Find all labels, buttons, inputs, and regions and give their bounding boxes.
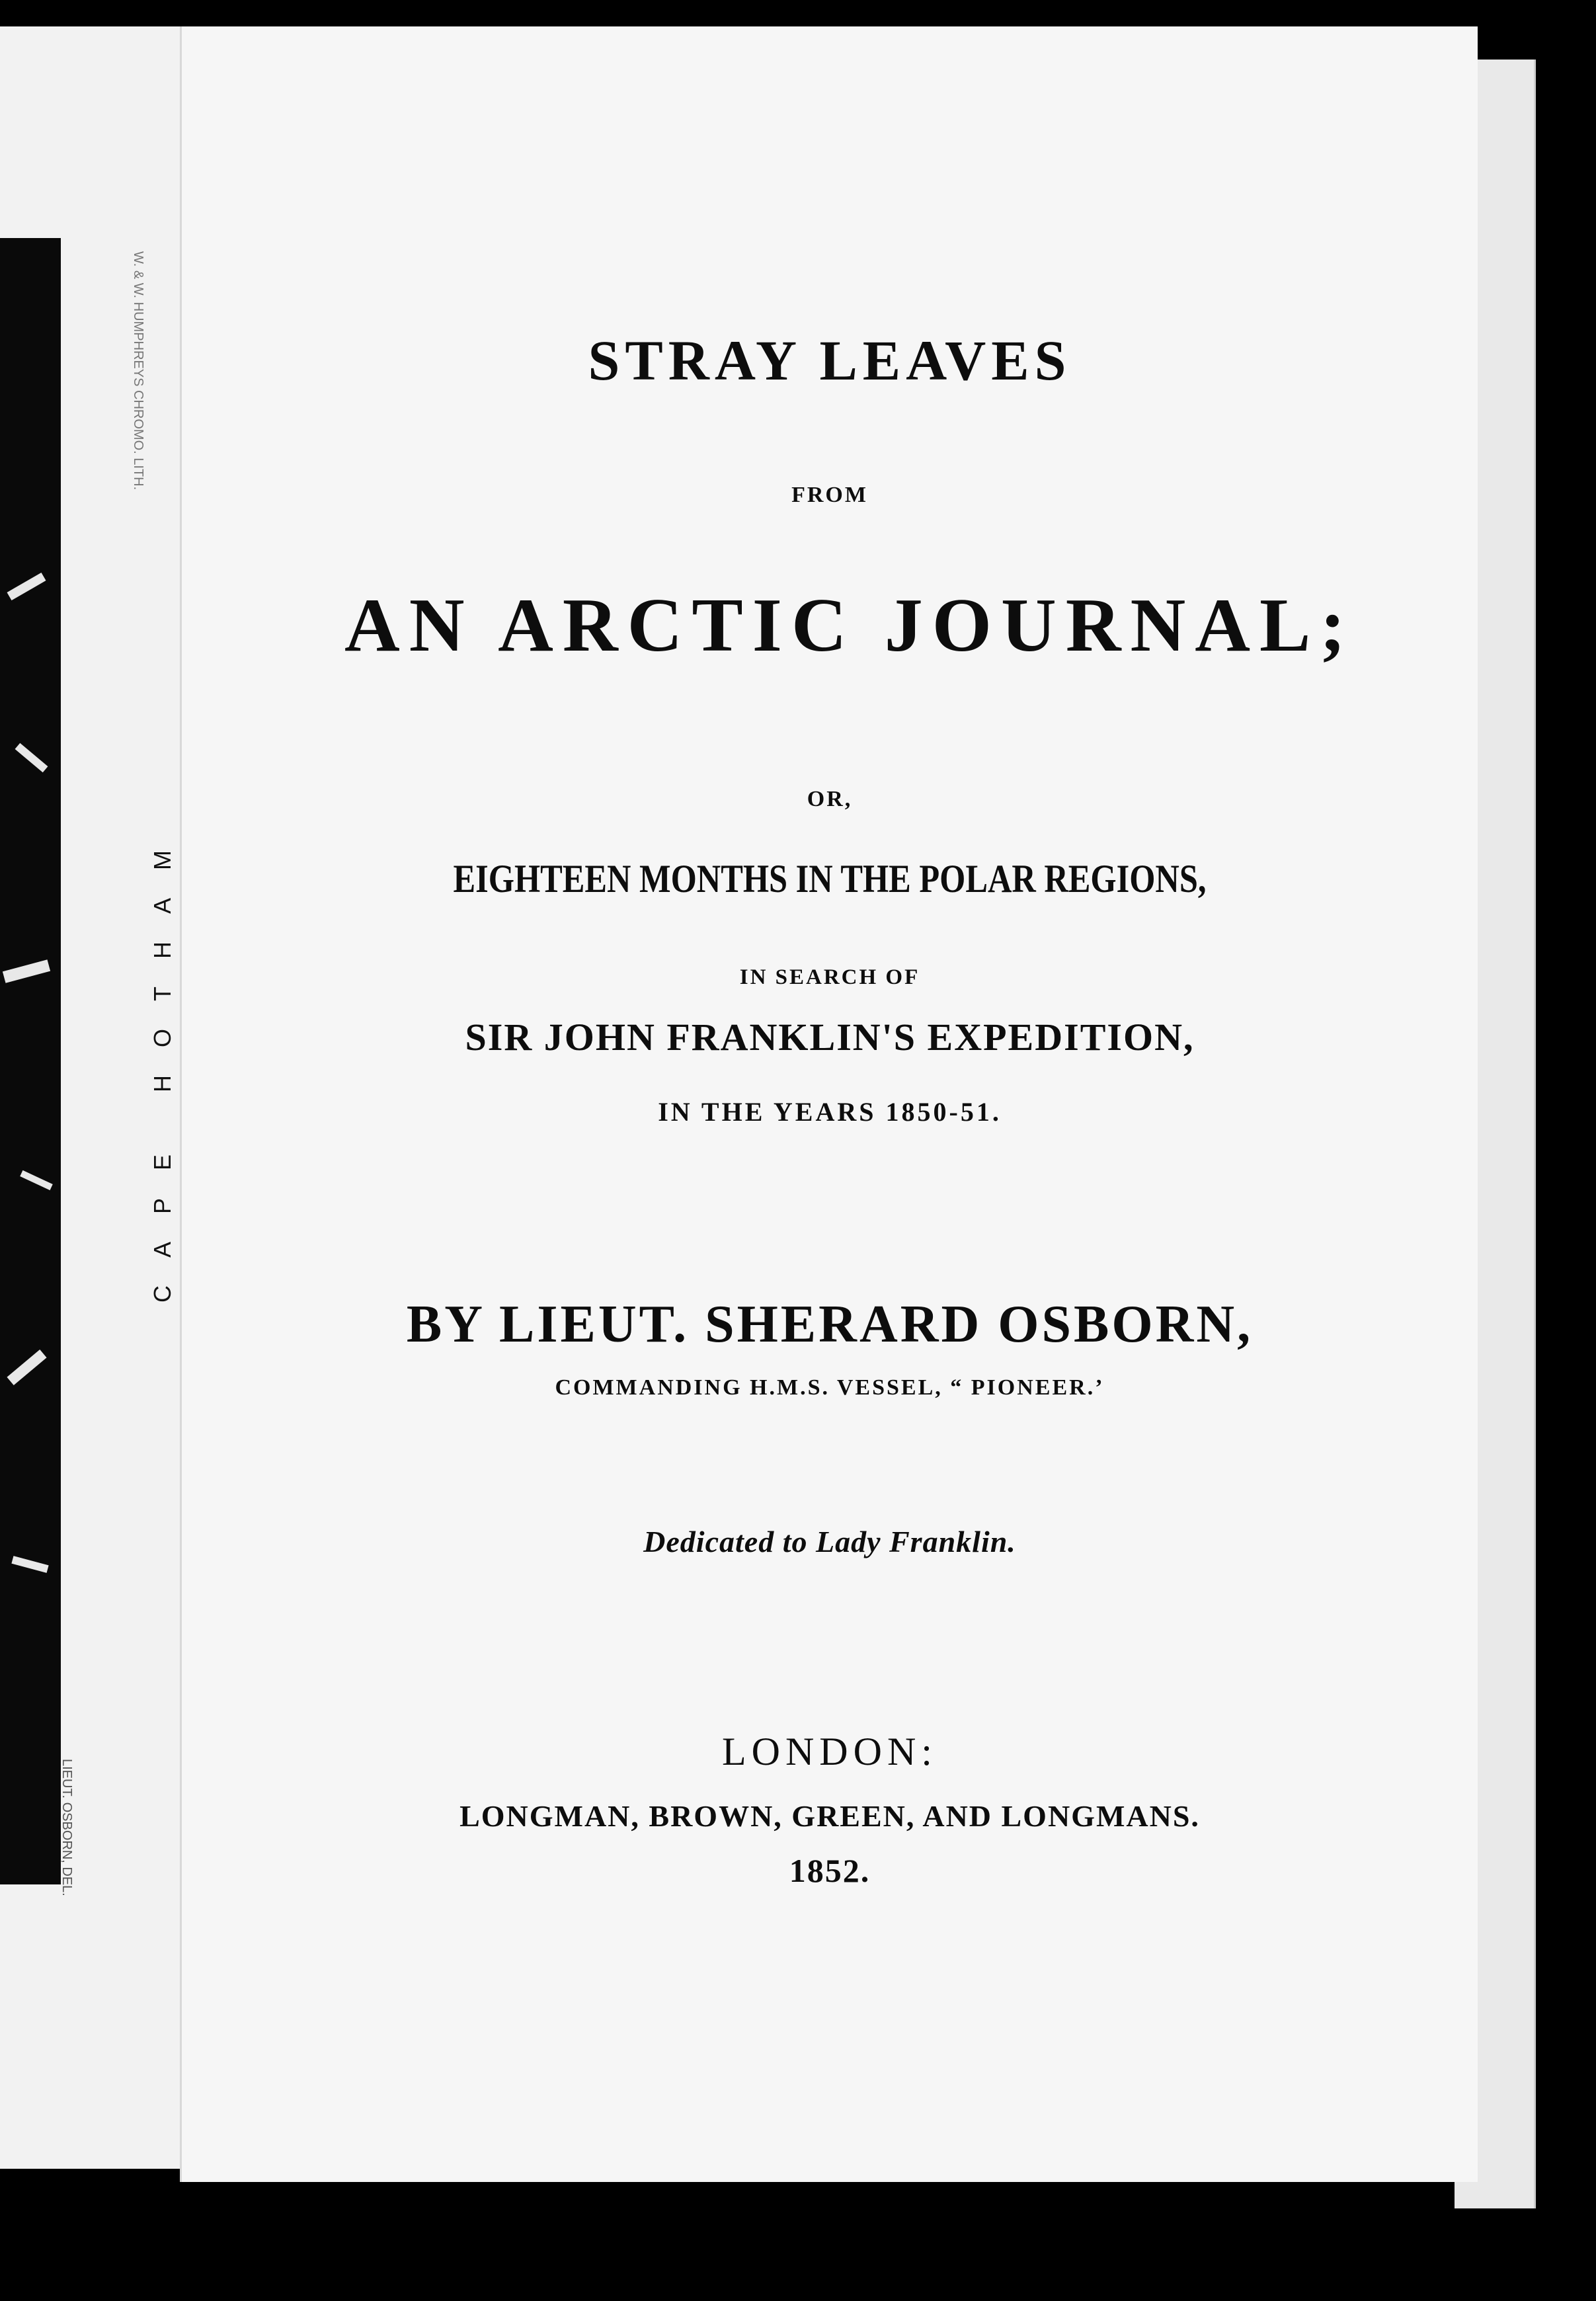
title-page [180,26,1478,2182]
title-line-1: STRAY LEAVES [588,329,1072,392]
imprint-city: LONDON: [722,1730,938,1773]
plate-credit: LIEUT. OSBORN, DEL. [60,1759,74,1896]
in-search-of: IN SEARCH OF [739,965,920,989]
dedication: Dedicated to Lady Franklin. [643,1525,1016,1558]
plate-caption: CAPE HOTHAM [149,822,176,1303]
frontispiece-plate-image [0,238,61,1884]
years: IN THE YEARS 1850-51. [658,1097,1002,1127]
subtitle: EIGHTEEN MONTHS IN THE POLAR REGIONS, [453,857,1207,901]
expedition-name: SIR JOHN FRANKLIN'S EXPEDITION, [465,1016,1195,1059]
title-line-2: AN ARCTIC JOURNAL; [344,583,1355,668]
frontispiece-page [0,26,189,2169]
plate-lithographer-note: W. & W. HUMPHREYS CHROMO. LITH. [131,251,145,491]
title-or: OR, [807,787,853,811]
author-line: BY LIEUT. SHERARD OSBORN, [406,1295,1254,1353]
imprint-year: 1852. [789,1852,871,1889]
title-from: FROM [791,483,868,507]
author-rank: COMMANDING H.M.S. VESSEL, “ PIONEER.’ [555,1375,1105,1400]
imprint-publisher: LONGMAN, BROWN, GREEN, AND LONGMANS. [459,1799,1200,1833]
